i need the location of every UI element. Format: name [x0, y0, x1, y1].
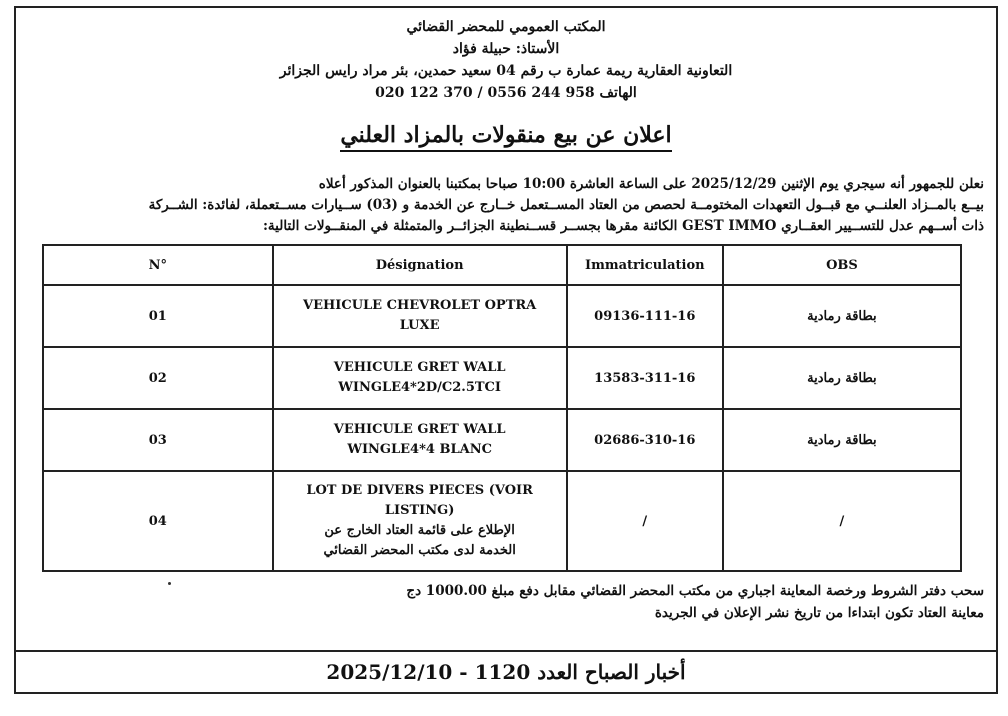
designation-line: VEHICULE GRET WALL [333, 422, 506, 437]
intro-line-2: بيــع بالمــزاد العلنــي مع قبــول التعهدات المختومــة لحصص من العتاد المســتعمل خــارج عن الخدمة و (03) ســيارات مســتعملة، لفائدة: الشــركة [148, 197, 984, 213]
designation-line: LISTING) [384, 503, 455, 518]
cell-designation [273, 409, 567, 471]
designation-line: VEHICULE CHEVROLET OPTRA [302, 298, 537, 313]
intro-line-1: نعلن للجمهور أنه سيجري يوم الإثنين 2025/12/29 على الساعة العاشرة 10:00 صباحا بمكتبنا بالعنوان المذكور أعلاه [318, 176, 984, 192]
note-line-1: سحب دفتر الشروط ورخصة المعاينة اجباري من مكتب المحضر القضائي مقابل دفع مبلغ 1000.00 دج [406, 583, 984, 599]
cell-designation [273, 471, 567, 571]
designation-note-line: الخدمة لدى مكتب المحضر القضائي [323, 543, 516, 558]
cell-designation [273, 285, 567, 347]
office-phone: الهاتف 958 244 0556 / 370 122 020 [375, 85, 637, 101]
designation-line: WINGLE4*2D/C2.5TCI [338, 380, 501, 395]
designation-line: VEHICULE GRET WALL [333, 360, 506, 375]
cell-obs: / [723, 471, 961, 571]
cell-no: 03 [43, 409, 273, 471]
cell-immatriculation: 02686-310-16 [567, 409, 723, 471]
items-table [42, 244, 962, 572]
table-row [43, 347, 961, 409]
table-row [43, 285, 961, 347]
designation-line: LUXE [399, 318, 440, 333]
announcement-intro [24, 174, 984, 237]
bailiff-name: الأستاذ: حبيلة فؤاد [452, 41, 560, 57]
footer-divider [16, 650, 996, 652]
cell-immatriculation: 13583-311-16 [567, 347, 723, 409]
header-designation: Désignation [273, 245, 567, 285]
cell-no: 04 [43, 471, 273, 571]
announcement-title-text: اعلان عن بيع منقولات بالمزاد العلني [340, 122, 671, 152]
stray-mark [168, 582, 171, 585]
cell-no: 02 [43, 347, 273, 409]
cell-obs: بطاقة رمادية [723, 409, 961, 471]
announcement-title [16, 122, 996, 148]
cell-designation [273, 347, 567, 409]
cell-obs: بطاقة رمادية [723, 347, 961, 409]
cell-no: 01 [43, 285, 273, 347]
note-line-2: معاينة العتاد تكون ابتداءا من تاريخ نشر الإعلان في الجريدة [654, 605, 984, 621]
cell-obs: بطاقة رمادية [723, 285, 961, 347]
header-no: N° [43, 245, 273, 285]
announcement-notes [406, 580, 984, 624]
header-obs: OBS [723, 245, 961, 285]
table-header-row [43, 245, 961, 285]
cell-immatriculation: / [567, 471, 723, 571]
table-row [43, 409, 961, 471]
office-name: المكتب العمومي للمحضر القضائي [406, 19, 606, 35]
cell-immatriculation: 09136-111-16 [567, 285, 723, 347]
announcement-page [14, 6, 998, 694]
designation-line: WINGLE4*4 BLANC [347, 442, 492, 457]
bailiff-header [16, 16, 996, 104]
designation-line: LOT DE DIVERS PIECES (VOIR [306, 483, 533, 498]
table-row [43, 471, 961, 571]
intro-line-3: ذات أســهم عدل للتســيير العقــاري GEST IMMO الكائنة مقرها بجســر قســنطينة الجزائــر والمتمثلة في المنقــولات التالية: [262, 218, 984, 234]
header-immatriculation: Immatriculation [567, 245, 723, 285]
designation-note-line: الإطلاع على قائمة العتاد الخارج عن [324, 523, 515, 538]
office-address: التعاونية العقارية ريمة عمارة ب رقم 04 سعيد حمدين، بئر مراد رايس الجزائر [279, 63, 733, 79]
newspaper-footer: أخبار الصباح العدد 1120 - 2025/12/10 [326, 660, 686, 684]
